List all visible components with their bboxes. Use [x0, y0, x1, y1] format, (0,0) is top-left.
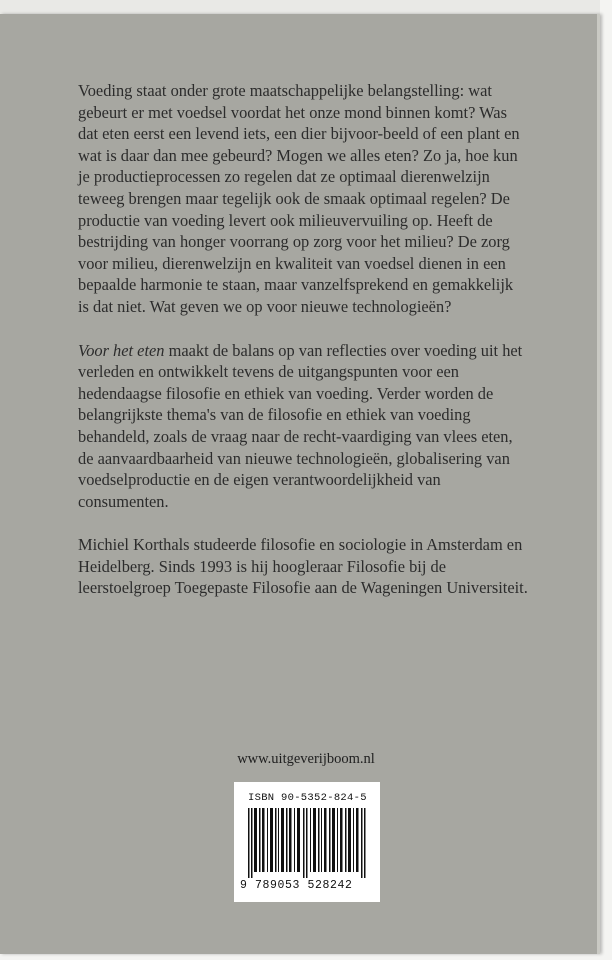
book-title: Voor het eten: [78, 340, 165, 360]
barcode-bars: [248, 808, 368, 878]
blurb-paragraph-author: Michiel Korthals studeerde filosofie en sociologie in Amsterdam en Heidelberg. Sinds 1993 is hij hoogleraar Filosofie bij de leerstoelgroep Toegepaste Filosofie aan de Wageningen Universiteit.: [78, 535, 528, 598]
blurb-paragraph-intro: Voeding staat onder grote maatschappelijke belangstelling: wat gebeurt er met voedsel voordat het onze mond binnen komt? Was dat eten eerst een levend iets, een dier bijvoor-beeld of een plant en wat is daar dan mee gebeurd? Mogen we alles eten? Zo ja, hoe kun je productieprocessen zo regelen dat ze optimaal dierenwelzijn teweeg brengen maar tegelijk ook de smaak optimaal regelen? De productie van voeding levert ook milieuvervuiling op. Heeft de bestrijding van honger voorrang op zorg voor het milieu? De zorg voor milieu, dierenwelzijn en kwaliteit van voedsel dienen in een bepaalde harmonie te staan, maar vanzelfsprekend en gemakkelijk is dat niet. Wat geven we op voor nieuwe technologieën?: [78, 81, 520, 316]
barcode-label: [234, 782, 380, 902]
cover-right-edge: [597, 14, 600, 954]
isbn-text: ISBN 90-5352-824-5: [248, 792, 367, 804]
barcode-number: 9 789053 528242: [240, 879, 353, 892]
blurb-paragraph-book: [78, 340, 528, 513]
publisher-website: www.uitgeverijboom.nl: [237, 751, 375, 767]
blurb-paragraph-book-text: maakt de balans op van reflecties over voeding uit het verleden en ontwikkelt tevens de uitgangspunten voor een hedendaagse filosofie en ethiek van voeding. Verder worden de belangrijkste thema's van de filosofie en ethiek van voeding behandeld, zoals de vraag naar de recht-vaardiging van vlees eten, de aanvaardbaarheid van nieuwe technologieën, globalisering van voedselproductie en de eigen verantwoordelijkheid van consumenten.: [78, 340, 523, 511]
page-edge-top: [0, 0, 600, 14]
cover-blurb: [78, 80, 528, 621]
